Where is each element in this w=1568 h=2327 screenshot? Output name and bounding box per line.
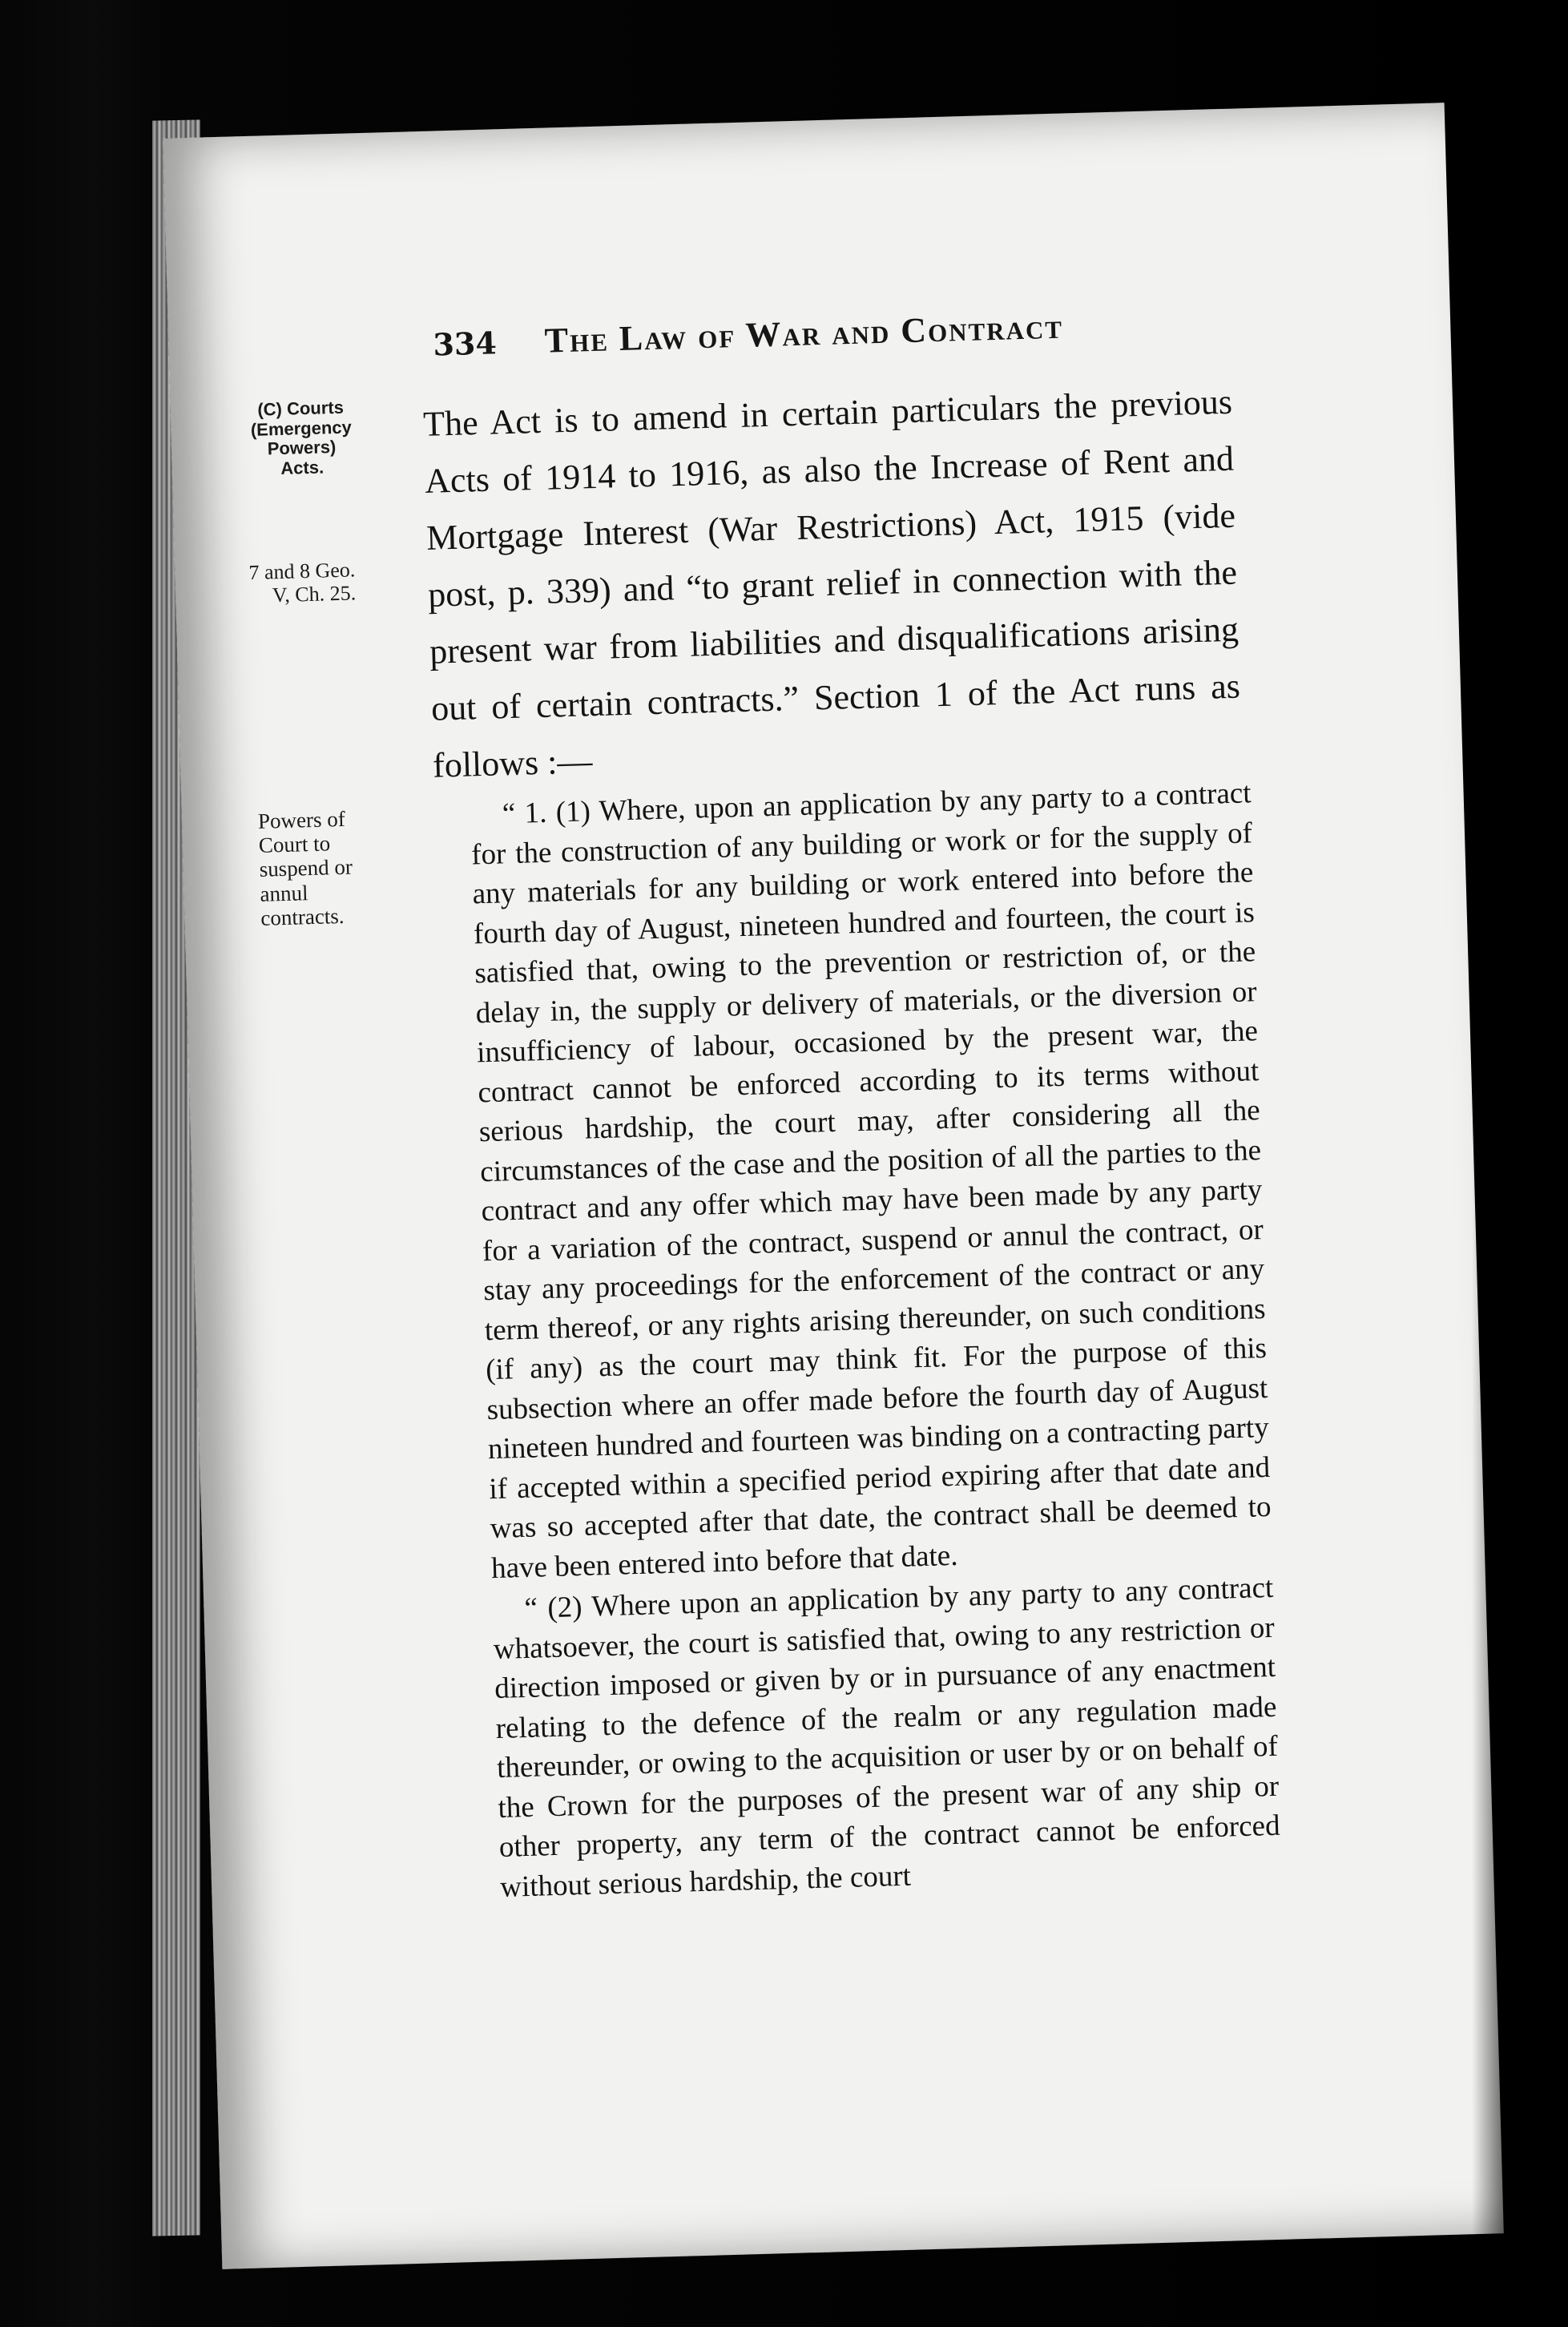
quoted-section (470, 773, 1281, 1907)
running-title: The Law of War and Contract (544, 306, 1064, 361)
intro-paragraph: The Act is to amend in certain particulars the previous Acts of 1914 to 1916, as also the Increase of Rent and Mortgage Interest (War Restrictions) Act, 1915 (vide post, p. 339) and “to grant relief in connection with the present war from liabilities and disqualifications arising out of certain contracts.” Section 1 of the Act runs as follows :— (422, 381, 1241, 785)
margin-note-powers: Powers of Court to suspend or annul contracts. (257, 806, 353, 930)
page-header (433, 301, 1235, 365)
right-edge-shadow (1472, 0, 1568, 2327)
margin-note-courts-acts: (C) Courts (Emergency Powers) Acts. (250, 397, 353, 478)
quote-paragraph-1: “ 1. (1) Where, upon an application by any party to a contract for the construction of any building or work or for the supply of any materials for any building or work entered into before the fourth day of August, nineteen hundred and fourteen, the court is satisfied that, owing to the prevention or restriction of, or the delay in, the supply or delivery of materials, or the diversion or insufficiency of labour, occasioned by the present war, the contract cannot be enforced according to its terms without serious hardship, the court may, after considering all the circumstances of the case and the position of all the parties to the contract and any offer which may have been made by any party for a variation of the contract, suspend or annul the contract, or stay any proceedings for the enforcement of the contract or any term thereof, or any rights arising thereunder, on such conditions (if any) as the court may think fit. For the purpose of this subsection where an offer made before the fourth day of August nineteen hundred and fourteen was binding on a contracting party if accepted within a specified period expiring after that date and was so accepted after that date, the contract shall be deemed to have been entered into before that date. (470, 776, 1272, 1585)
page-number: 334 (432, 325, 498, 363)
book-page (163, 103, 1504, 2269)
margin-note-statute: 7 and 8 Geo. V, Ch. 25. (248, 558, 357, 607)
quote-paragraph-2: “ (2) Where upon an application by any party to any contract whatsoever, the court is satisfied that, owing to any restriction or direction imposed or given by or in pursuance of any enactment relating to the defence of the realm or any regulation made thereunder, or owing to the acquisition or user by or on behalf of the Crown for the purposes of the present war of any ship or other property, any term of the contract cannot be enforced without serious hardship, the court (493, 1571, 1281, 1904)
